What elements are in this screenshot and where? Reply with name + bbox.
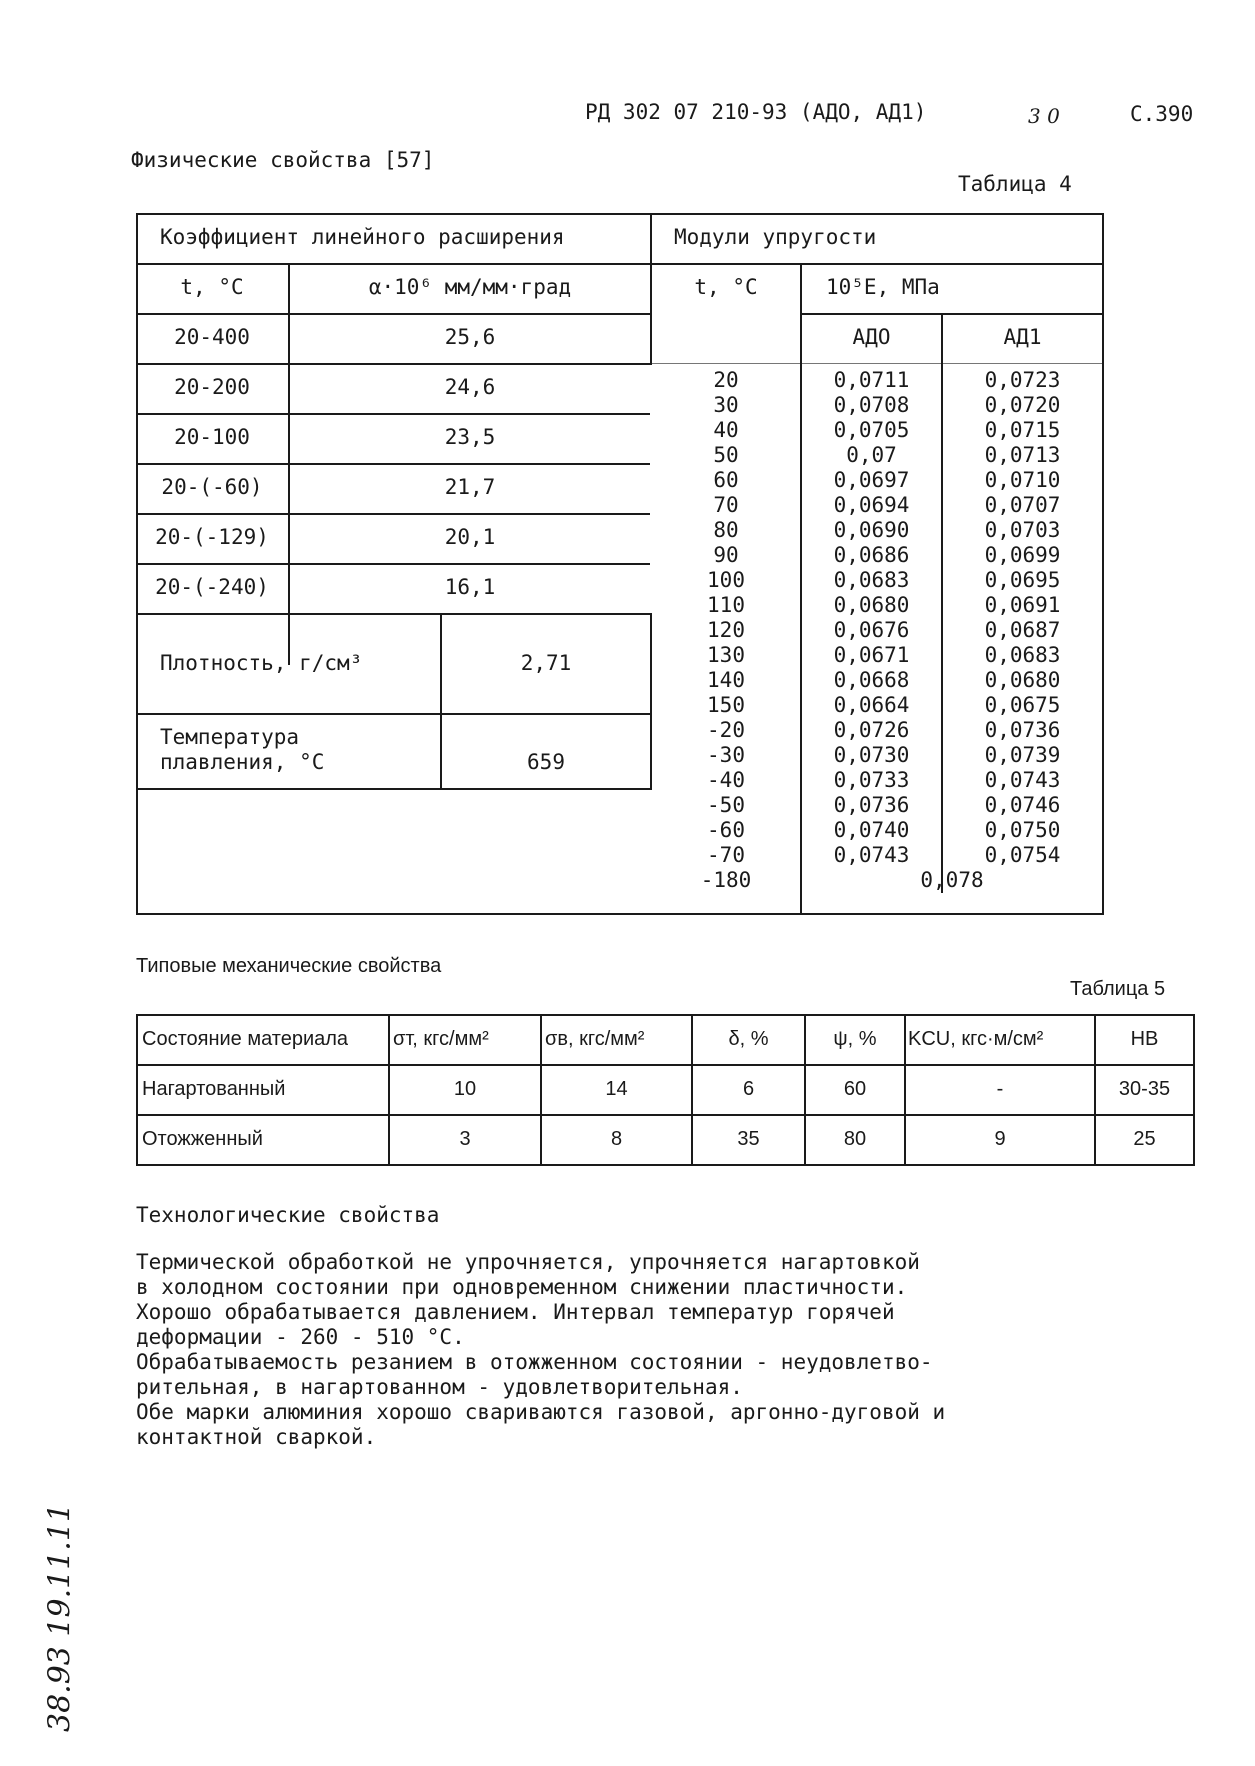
col-header-hb: HB (1130, 1028, 1159, 1050)
modulus-row-t: 20 (713, 368, 739, 392)
modulus-row-t: -30 (707, 743, 745, 767)
thermal-row-alpha: 24,6 (444, 375, 496, 399)
text-line: рительная, в нагартованном - удовлетворительная. (136, 1375, 743, 1399)
modulus-row-ad1: 0,0746 (984, 793, 1061, 817)
row-value: 35 (737, 1128, 760, 1150)
modulus-row-ado: 0,0671 (833, 643, 910, 667)
document-code: РД 302 07 210-93 (АДО, АД1) (585, 100, 927, 124)
text-line: контактной сваркой. (136, 1425, 377, 1449)
col-header-state: Состояние материала (142, 1028, 349, 1050)
modulus-e-header: 10⁵E, МПа (826, 275, 940, 299)
handwritten-mark: 3 0 (1028, 104, 1060, 128)
modulus-row-ado: 0,0697 (833, 468, 910, 492)
physical-properties-title: Физические свойства [57] (131, 148, 435, 172)
modulus-row-combined: 0,078 (920, 868, 984, 892)
modulus-row-ad1: 0,0723 (984, 368, 1061, 392)
modulus-row-ad1: 0,0739 (984, 743, 1061, 767)
col-header-kcu: KCU, кгс·м/см² (908, 1028, 1044, 1050)
modulus-ado-header: АДО (852, 325, 891, 349)
modulus-row-ad1: 0,0691 (984, 593, 1061, 617)
row-value: 80 (843, 1128, 867, 1150)
density-label: Плотность, г/см³ (160, 651, 363, 675)
thermal-row-t: 20-(-240) (155, 575, 269, 599)
text-line: Хорошо обрабатывается давлением. Интервал температур горячей (136, 1300, 895, 1324)
modulus-row-ado: 0,0705 (833, 418, 910, 442)
modulus-row-ado: 0,0708 (833, 393, 910, 417)
modulus-row-t: 150 (707, 693, 745, 717)
modulus-row-ado: 0,0676 (833, 618, 910, 642)
modulus-row-ad1: 0,0707 (984, 493, 1061, 517)
modulus-row-ad1: 0,0687 (984, 618, 1061, 642)
modulus-row-t: 80 (713, 518, 739, 542)
thermal-expansion-header: Коэффициент линейного расширения (160, 225, 565, 249)
thermal-row-alpha: 25,6 (444, 325, 496, 349)
modulus-row-t: -180 (700, 868, 752, 892)
modulus-row-ado: 0,0690 (833, 518, 910, 542)
technological-properties-title: Технологические свойства (136, 1203, 440, 1227)
col-header-reduction: ψ, % (833, 1028, 877, 1050)
modulus-row-t: -60 (707, 818, 745, 842)
modulus-row-ado: 0,0683 (833, 568, 910, 592)
modulus-row-t: -70 (707, 843, 745, 867)
physical-properties-table (136, 213, 1104, 915)
modulus-row-ad1: 0,0680 (984, 668, 1061, 692)
modulus-row-t: 100 (707, 568, 745, 592)
modulus-row-t: 110 (707, 593, 745, 617)
modulus-row-ad1: 0,0695 (984, 568, 1061, 592)
margin-handwritten-note: 38.93 19.11.11 (42, 1503, 78, 1733)
text-line: в холодном состоянии при одновременном снижении пластичности. (136, 1275, 908, 1299)
col-header-elongation: δ, % (728, 1028, 769, 1050)
thermal-alpha-header: α·10⁶ мм/мм·град (368, 275, 572, 299)
page-number: С.390 (1130, 102, 1194, 126)
row-value: 25 (1133, 1128, 1156, 1150)
modulus-row-t: 60 (713, 468, 739, 492)
modulus-t-header: t, °C (694, 275, 758, 299)
modulus-row-t: 90 (713, 543, 739, 567)
modulus-row-ad1: 0,0715 (984, 418, 1061, 442)
modulus-row-ad1: 0,0683 (984, 643, 1061, 667)
modulus-row-ad1: 0,0675 (984, 693, 1061, 717)
modulus-row-ado: 0,0733 (833, 768, 910, 792)
modulus-row-ado: 0,0664 (833, 693, 910, 717)
mechanical-properties-title: Типовые механические свойства (136, 955, 442, 977)
modulus-row-ado: 0,0740 (833, 818, 910, 842)
row-value: 10 (453, 1078, 477, 1100)
modulus-row-ad1: 0,0703 (984, 518, 1061, 542)
melting-value: 659 (527, 750, 565, 774)
modulus-row-t: 120 (707, 618, 745, 642)
modulus-row-t: 40 (713, 418, 739, 442)
modulus-row-ad1: 0,0699 (984, 543, 1061, 567)
thermal-row-alpha: 20,1 (444, 525, 496, 549)
technological-text (136, 1250, 945, 1450)
row-value: 6 (742, 1078, 755, 1100)
modulus-row-ad1: 0,0743 (984, 768, 1061, 792)
modulus-row-ado: 0,0668 (833, 668, 910, 692)
modulus-row-ado: 0,0736 (833, 793, 910, 817)
modulus-row-t: 30 (713, 393, 739, 417)
row-value: 9 (994, 1128, 1006, 1150)
thermal-row-t: 20-100 (174, 425, 250, 449)
modulus-row-ado: 0,0726 (833, 718, 910, 742)
modulus-row-ado: 0,0743 (833, 843, 910, 867)
row-value: 8 (610, 1128, 623, 1150)
melting-label-line1: Температура (160, 725, 300, 749)
modulus-row-t: -50 (707, 793, 745, 817)
modulus-row-t: -20 (707, 718, 745, 742)
col-header-yield: σт, кгс/мм² (393, 1028, 489, 1050)
thermal-row-t: 20-(-129) (155, 525, 269, 549)
text-line: деформации - 260 - 510 °С. (136, 1325, 465, 1349)
row-value: 14 (605, 1078, 628, 1100)
row-value: 60 (843, 1078, 867, 1100)
text-line: Термической обработкой не упрочняется, упрочняется нагартовкой (136, 1250, 920, 1274)
modulus-ad1-header: АД1 (1003, 325, 1042, 349)
thermal-row-t: 20-200 (174, 375, 250, 399)
table-4-label: Таблица 4 (958, 172, 1072, 196)
thermal-row-alpha: 21,7 (444, 475, 496, 499)
thermal-t-header: t, °C (180, 275, 244, 299)
text-line: Обе марки алюминия хорошо свариваются газовой, аргонно-дуговой и (136, 1400, 946, 1424)
row-state: Нагартованный (142, 1078, 286, 1100)
row-state: Отожженный (142, 1128, 263, 1150)
modulus-row-ad1: 0,0736 (984, 718, 1061, 742)
modulus-row-ado: 0,0711 (833, 368, 910, 392)
row-value: - (996, 1078, 1004, 1100)
modulus-row-ado: 0,07 (846, 443, 897, 467)
text-line: Обрабатываемость резанием в отожженном состоянии - неудовлетво- (136, 1350, 933, 1374)
modulus-row-ad1: 0,0720 (984, 393, 1061, 417)
modulus-row-ad1: 0,0754 (984, 843, 1061, 867)
density-value: 2,71 (520, 651, 572, 675)
modulus-row-t: 130 (707, 643, 745, 667)
modulus-row-t: -40 (707, 768, 745, 792)
modulus-header: Модули упругости (674, 225, 877, 249)
mechanical-properties-table (136, 1014, 1195, 1166)
thermal-row-t: 20-(-60) (161, 475, 263, 499)
thermal-row-t: 20-400 (174, 325, 250, 349)
melting-label-line2: плавления, °С (160, 750, 325, 774)
modulus-row-t: 50 (713, 443, 739, 467)
modulus-row-ado: 0,0694 (833, 493, 910, 517)
modulus-row-t: 140 (707, 668, 745, 692)
modulus-row-ado: 0,0680 (833, 593, 910, 617)
modulus-row-t: 70 (713, 493, 739, 517)
row-value: 3 (459, 1128, 471, 1150)
modulus-row-ad1: 0,0750 (984, 818, 1061, 842)
modulus-row-ad1: 0,0713 (984, 443, 1061, 467)
table-5-label: Таблица 5 (1070, 978, 1166, 1000)
row-value: 30-35 (1118, 1078, 1171, 1100)
thermal-row-alpha: 23,5 (444, 425, 496, 449)
col-header-tensile: σв, кгс/мм² (545, 1028, 645, 1050)
thermal-row-alpha: 16,1 (444, 575, 496, 599)
modulus-row-ad1: 0,0710 (984, 468, 1061, 492)
modulus-row-ado: 0,0730 (833, 743, 910, 767)
modulus-row-ado: 0,0686 (833, 543, 910, 567)
